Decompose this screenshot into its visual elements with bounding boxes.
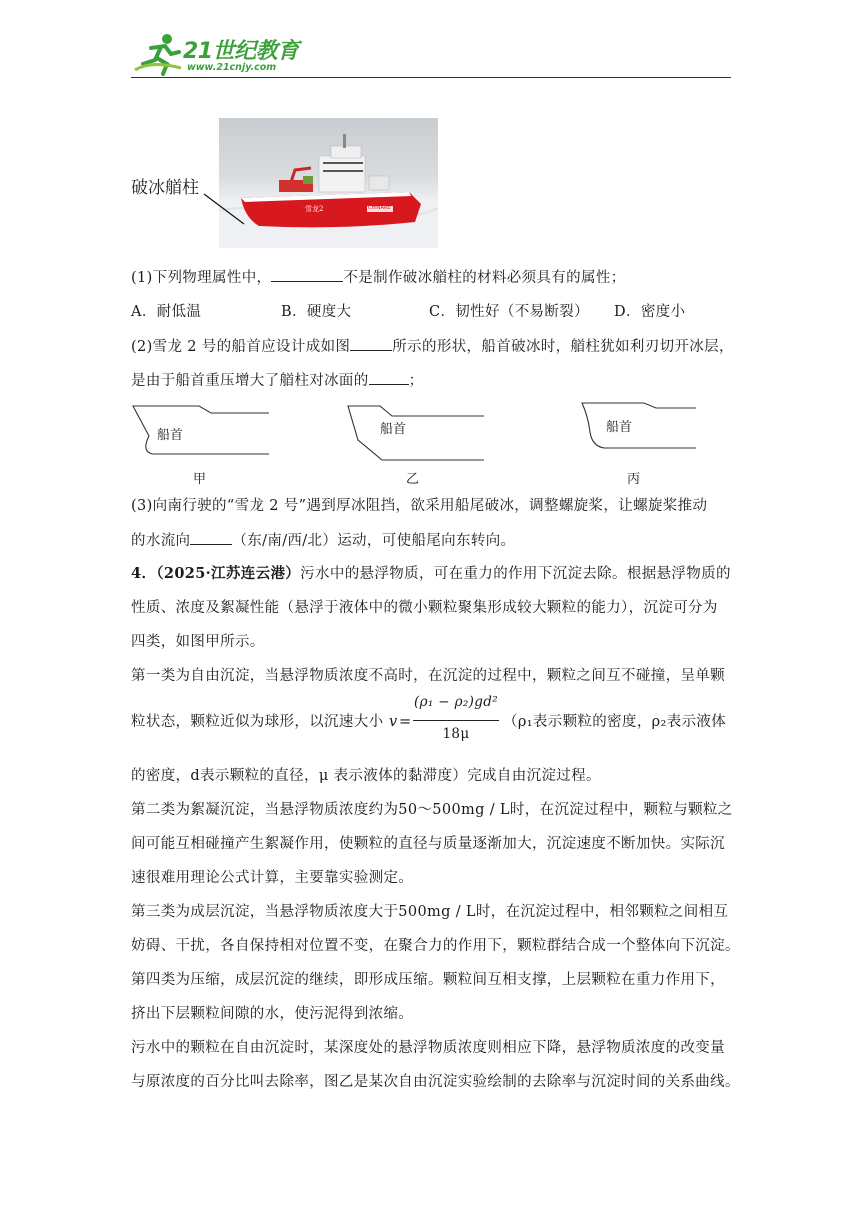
q3-part2-suffix: 所示的形状，船首破冰时，艏柱犹如利刃切开冰层， bbox=[392, 339, 734, 355]
bow-yi-outline bbox=[346, 404, 486, 464]
q3-part1-suffix: 不是制作破冰艏柱的材料必须具有的属性； bbox=[343, 270, 626, 286]
q4-source: （2025·江苏连云港） bbox=[156, 565, 301, 582]
bow-bing-caption: 丙 bbox=[627, 472, 641, 487]
formula-v: v bbox=[389, 714, 398, 730]
header-rule bbox=[131, 77, 731, 78]
bow-shape-bing bbox=[580, 402, 700, 487]
q4-end-line2: 与原浓度的百分比叫去除率，图乙是某次自由沉淀实验绘制的去除率与沉淀时间的关系曲线。 bbox=[131, 1074, 740, 1090]
ship-hull-en: CHINARE bbox=[368, 205, 391, 211]
ship-name-cn: 雪龙2 bbox=[305, 205, 324, 213]
bow-shape-jia bbox=[131, 404, 271, 487]
q3-options bbox=[131, 302, 731, 322]
q4-c1-prefix: 粒状态，颗粒近似为球形，以沉速大小 bbox=[131, 714, 384, 730]
q4-c1-line1: 第一类为自由沉淀，当悬浮物质浓度不高时，在沉淀的过程中，颗粒之间互不碰撞，呈单颗 bbox=[131, 668, 725, 684]
bow-jia-caption: 甲 bbox=[193, 472, 207, 487]
q3-part1-prefix: (1)下列物理属性中， bbox=[131, 270, 272, 286]
q4-c1-line2 bbox=[131, 694, 731, 752]
q3-part2-line2-suffix: ； bbox=[408, 373, 424, 389]
q3-part3-line2 bbox=[131, 530, 515, 551]
q3-part2-line2 bbox=[131, 370, 423, 391]
q4-c2-line1: 第二类为絮凝沉淀，当悬浮物质浓度约为50～500mg / L时，在沉淀过程中，颗粒与颗粒之 bbox=[131, 802, 733, 818]
callout-label-text: 破冰艏柱 bbox=[131, 178, 199, 198]
q4-intro-line3: 四类，如图甲所示。 bbox=[131, 634, 265, 650]
formula-block bbox=[389, 694, 499, 746]
q3-part2-blank1[interactable] bbox=[350, 336, 392, 351]
bow-yi-caption: 乙 bbox=[406, 472, 420, 487]
q4-c1-suffix: （ρ₁表示颗粒的密度，ρ₂表示液体 bbox=[503, 714, 727, 730]
formula-eq: = bbox=[399, 714, 412, 730]
formula-denominator: 18μ bbox=[442, 726, 470, 742]
q3-part2-line2-prefix: 是由于船首重压增大了艏柱对冰面的 bbox=[131, 373, 369, 389]
option-b[interactable]: B．硬度大 bbox=[281, 304, 352, 320]
site-logo bbox=[131, 30, 301, 76]
q4-c2-line2: 间可能互相碰撞产生絮凝作用，使颗粒的直径与质量逐渐加大，沉淀速度不断加快。实际沉 bbox=[131, 836, 725, 852]
q4-intro-line1 bbox=[131, 564, 731, 584]
q4-intro-text1: 污水中的悬浮物质，可在重力的作用下沉淀去除。根据悬浮物质的 bbox=[300, 566, 731, 582]
q4-c4-line1: 第四类为压缩，成层沉淀的继续，即形成压缩。颗粒间互相支撑，上层颗粒在重力作用下， bbox=[131, 972, 725, 988]
q4-end-line1: 污水中的颗粒在自由沉淀时，某深度处的悬浮物质浓度则相应下降，悬浮物质浓度的改变量 bbox=[131, 1040, 725, 1056]
callout-pointer bbox=[200, 190, 260, 230]
q3-part3-line1: (3)向南行驶的“雪龙 2 号”遇到厚冰阻挡，欲采用船尾破冰，调整螺旋桨，让螺旋桨推动 bbox=[131, 498, 708, 514]
formula-numerator: (ρ₁ − ρ₂)gd² bbox=[413, 694, 499, 710]
q3-part3-suffix: （东/南/西/北）运动，可使船尾向东转向。 bbox=[232, 533, 516, 549]
q3-part2-prefix: (2)雪龙 2 号的船首应设计成如图 bbox=[131, 339, 351, 355]
option-c[interactable]: C．韧性好（不易断裂） bbox=[429, 304, 589, 320]
formula-fraction-bar bbox=[413, 720, 499, 721]
bow-yi-label: 船首 bbox=[380, 422, 407, 437]
q4-c4-line2: 挤出下层颗粒间隙的水，使污泥得到浓缩。 bbox=[131, 1006, 414, 1022]
q4-c3-line1: 第三类为成层沉淀，当悬浮物质浓度大于500mg / L时，在沉淀过程中，相邻颗粒之间相互 bbox=[131, 904, 729, 920]
q3-part3-prefix: 的水流向 bbox=[131, 533, 191, 549]
q3-part1-blank[interactable] bbox=[271, 267, 343, 282]
logo-url-text: www.21cnjy.com bbox=[187, 62, 277, 73]
q3-part1 bbox=[131, 267, 626, 288]
option-d[interactable]: D．密度小 bbox=[614, 304, 686, 320]
q3-part2-blank2[interactable] bbox=[369, 370, 409, 385]
q3-part3-blank[interactable] bbox=[190, 530, 232, 545]
q4-number: 4． bbox=[131, 565, 157, 582]
q3-part2-line1 bbox=[131, 336, 734, 357]
bow-jia-label: 船首 bbox=[157, 428, 184, 443]
q4-intro-line2: 性质、浓度及絮凝性能（悬浮于液体中的微小颗粒聚集形成较大颗粒的能力），沉淀可分为 bbox=[131, 600, 718, 616]
bow-shape-yi bbox=[346, 404, 486, 487]
bow-jia-outline bbox=[131, 404, 271, 460]
option-a[interactable]: A．耐低温 bbox=[131, 304, 202, 320]
callout-label-outer bbox=[131, 173, 199, 198]
q4-c2-line3: 速很难用理论公式计算，主要靠实验测定。 bbox=[131, 870, 414, 886]
bow-bing-outline bbox=[580, 402, 700, 452]
q4-c3-line2: 妨碍、干扰，各自保持相对位置不变，在聚合力的作用下，颗粒群结合成一个整体向下沉淀。 bbox=[131, 938, 740, 954]
logo-brand-text: 21世纪教育 bbox=[183, 39, 299, 64]
runner-logo-icon bbox=[131, 30, 185, 76]
q4-c1-line3: 的密度，d表示颗粒的直径，μ 表示液体的黏滞度）完成自由沉淀过程。 bbox=[131, 768, 601, 784]
bow-bing-label: 船首 bbox=[606, 420, 633, 435]
